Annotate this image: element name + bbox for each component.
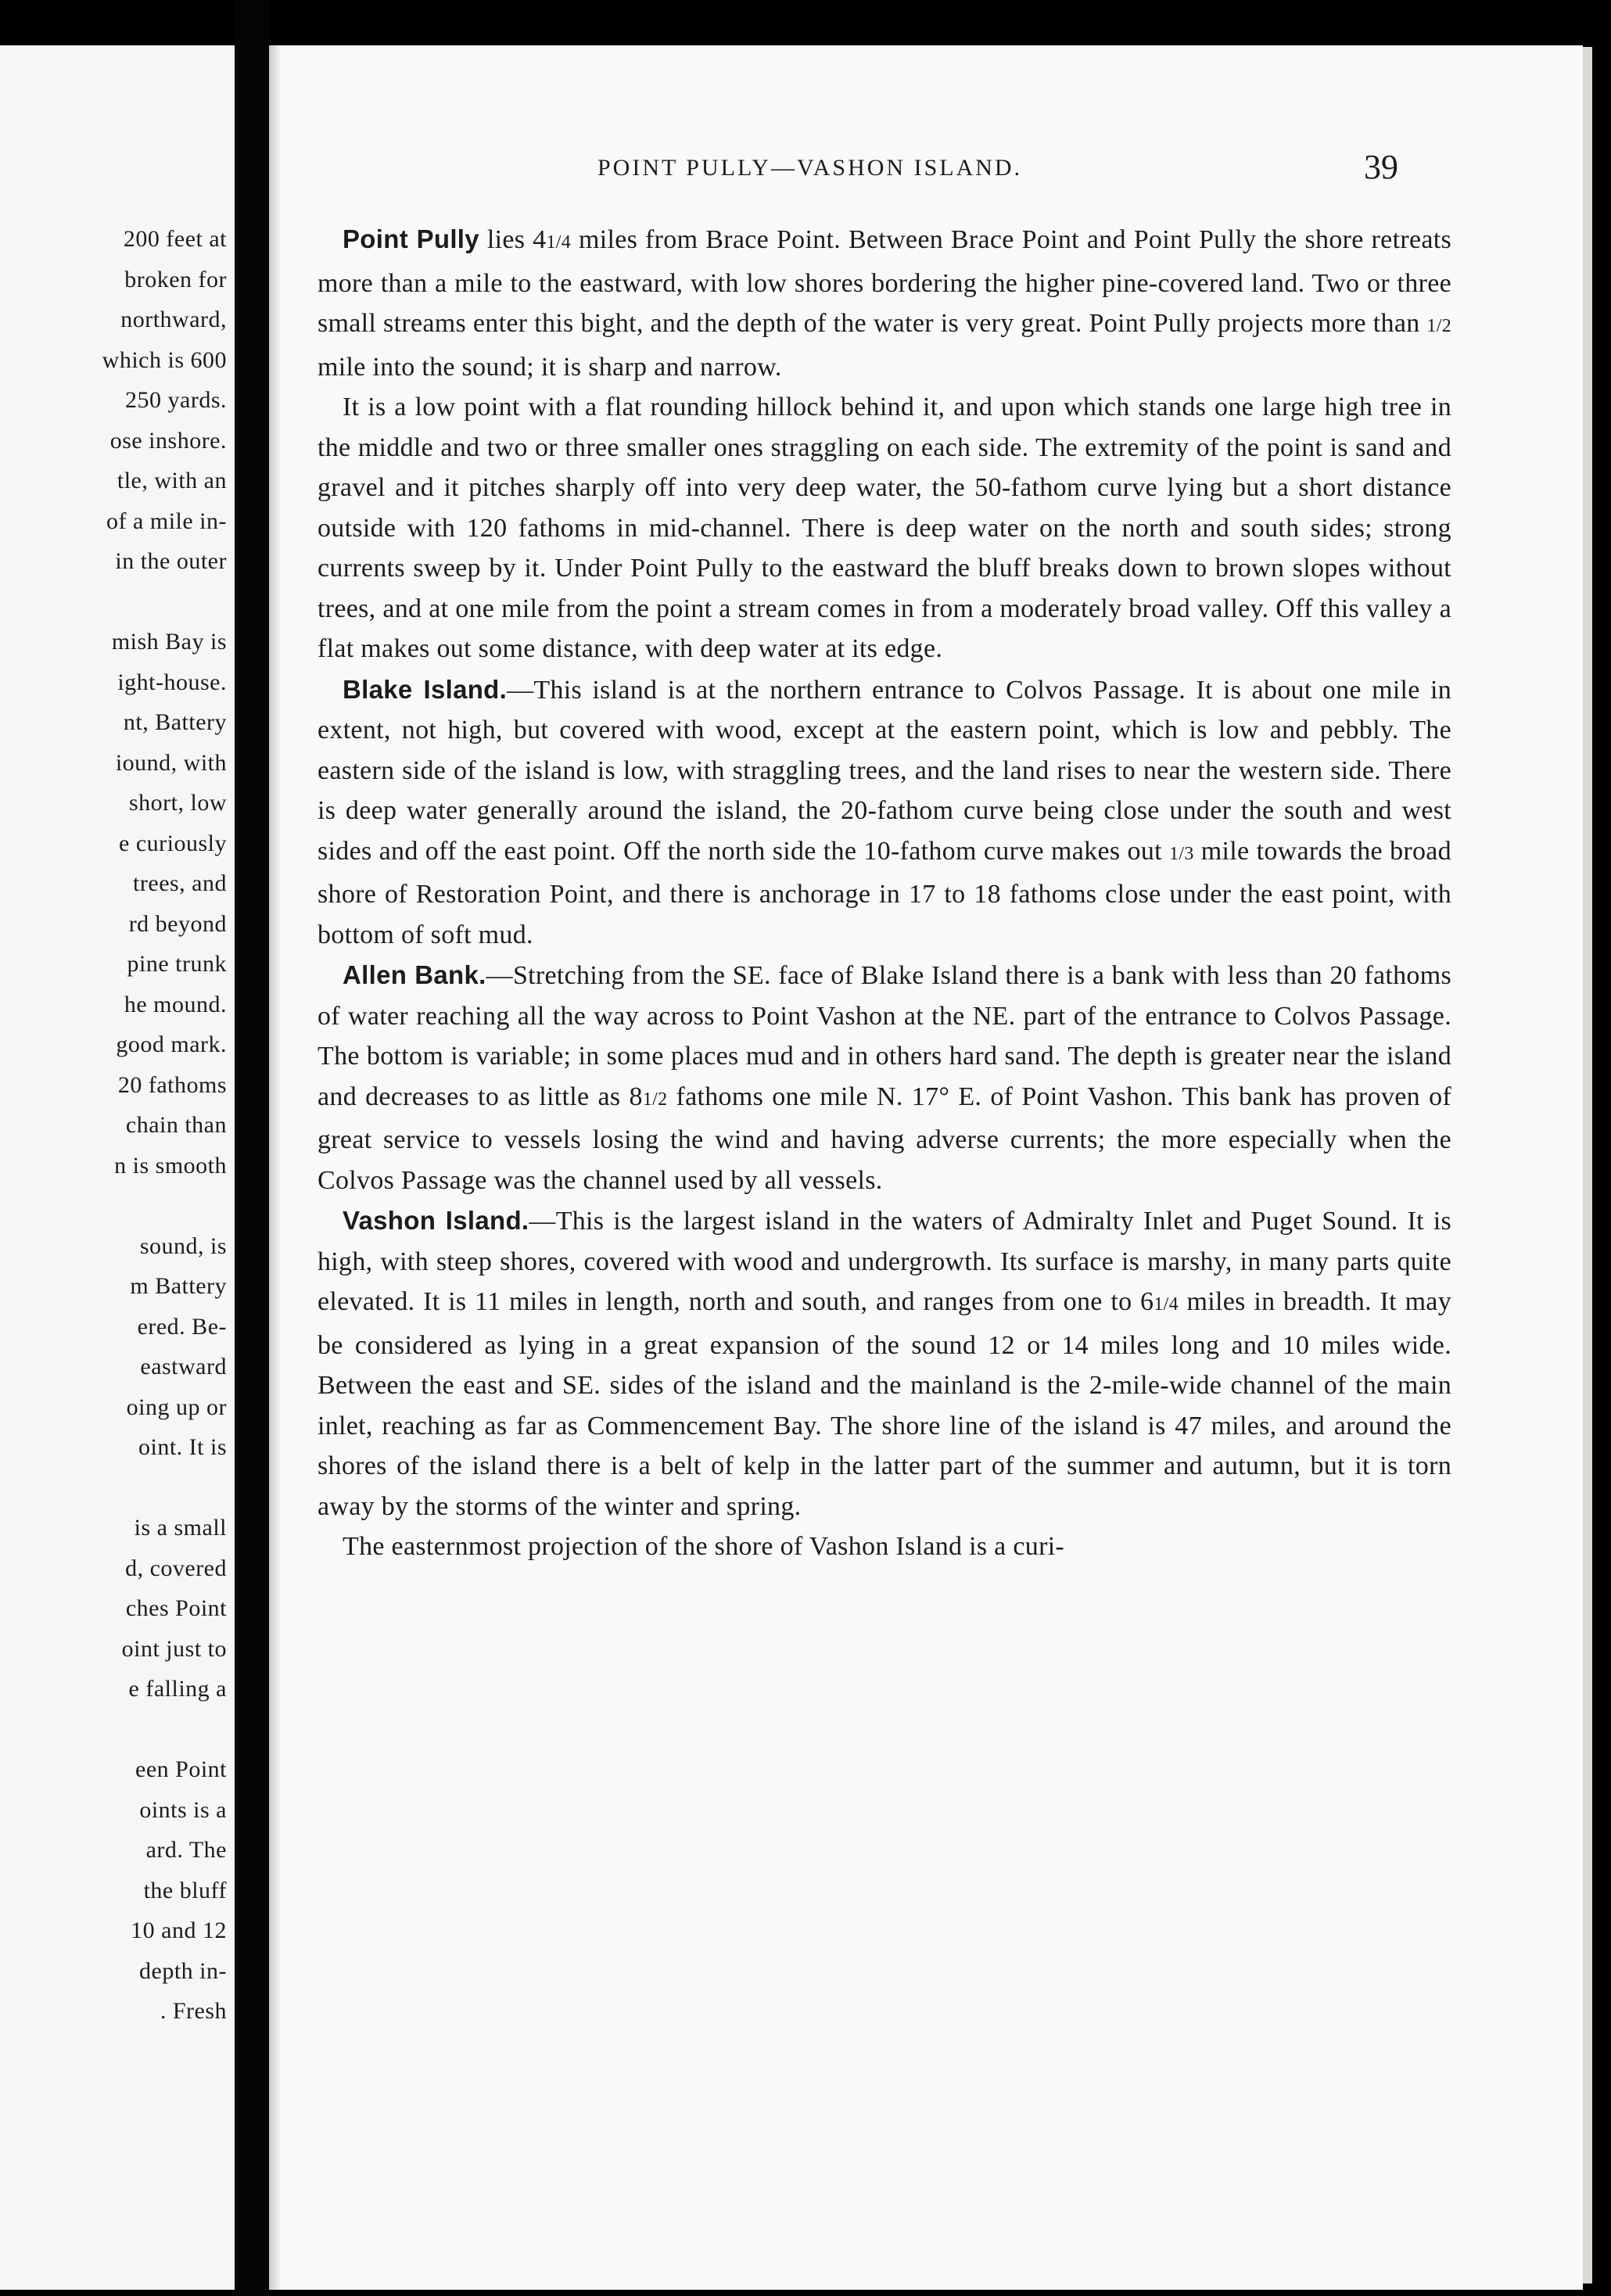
left-page-line: depth in- — [139, 1957, 227, 1984]
paragraph-low-point: It is a low point with a flat rounding hillock behind it, and upon which stands one large high tree in the middle and two or three smaller ones straggling on each side. The extremity of the point is sand and gravel and it pitches sharply off into very deep water, the 50-fathom curve lying but a short distance outside with 120 fathoms in mid-channel. There is deep water on the north and south sides; strong currents sweep by it. Under Point Pully to the eastward the bluff breaks down to brown slopes without trees, and at one mile from the point a stream comes in from a moderately broad valley. Off this valley a flat makes out some distance, with deep water at its edge. — [318, 393, 1451, 663]
left-page-line: 250 yards. — [125, 387, 227, 413]
left-page-line: ight-house. — [117, 669, 227, 695]
point-pully-text-a: lies 4 — [479, 225, 547, 254]
heading-blake-island: Blake Island. — [343, 674, 508, 704]
left-page-line: ard. The — [145, 1837, 227, 1863]
left-page-line: northward, — [120, 307, 227, 332]
paragraph-vashon-island — [318, 1200, 1451, 1526]
left-page-line: oing up or — [126, 1394, 227, 1420]
left-page-fragment — [0, 45, 235, 2290]
paragraph-blake-island — [318, 669, 1451, 956]
left-page-line: of a mile in- — [106, 508, 227, 534]
left-page-line: . Fresh — [160, 1998, 227, 2024]
left-page-line: 20 fathoms — [117, 1071, 227, 1098]
left-page-line — [0, 1186, 227, 1226]
running-head: POINT PULLY—VASHON ISLAND. — [597, 155, 1023, 181]
left-page-line: oints is a — [139, 1796, 227, 1823]
blake-text-a: —This island is at the northern entrance to Colvos Passage. It is about one mile in extent, not high, but covered with wood, except at the eastern point, which is low and pebbly. The eastern side of the island is low, with straggling trees, and the land rises to near the western side. There is deep water generally around the island, the 20-fathom curve being close under the south and west sides and off the east point. Off the north side the 10-fathom curve makes out — [318, 675, 1452, 866]
vashon-text-a: —This is the largest island in the waters of Admiralty Inlet and Puget Sound. It is high, with steep shores, covered with wood and undergrowth. Its surface is marshy, in many parts quite elevated. It is 11 miles in length, north and south, and ranges from one to 6 — [318, 1207, 1452, 1316]
allen-text-b: fathoms one mile N. 17° E. of Point Vashon. This bank has proven of great service to vessels losing the wind and having adverse currents; the more especially when the Colvos Passage was the channel used by all vessels. — [318, 1082, 1451, 1195]
left-page-line: trees, and — [133, 870, 227, 896]
left-page-line: he mound. — [124, 991, 227, 1017]
page-edge — [1583, 47, 1592, 2283]
left-page-line: broken for — [124, 266, 227, 292]
point-pully-text-c: mile into the sound; it is sharp and narrow. — [318, 352, 782, 382]
left-page-line: is a small — [134, 1515, 227, 1541]
left-page-line: eastward — [140, 1354, 227, 1379]
left-page-line: ose inshore. — [109, 427, 227, 454]
left-page-line: ches Point — [125, 1595, 227, 1621]
left-page-line: mish Bay is — [111, 629, 227, 655]
paragraph-point-pully — [318, 219, 1451, 387]
left-page-line: rd beyond — [128, 910, 227, 937]
left-page-line: n is smooth — [114, 1152, 227, 1178]
heading-vashon-island: Vashon Island. — [343, 1206, 529, 1235]
left-page-line: m Battery — [130, 1273, 227, 1299]
fraction-one-quarter: 1/4 — [546, 232, 572, 253]
left-page-line: iound, with — [115, 749, 227, 776]
left-page-line: chain than — [125, 1112, 227, 1138]
paragraph-easternmost: The easternmost projection of the shore of Vashon Island is a curi- — [343, 1532, 1065, 1561]
left-page-line: oint just to — [121, 1635, 227, 1662]
left-page-line: e falling a — [128, 1676, 227, 1702]
fraction-one-quarter-vashon: 1/4 — [1154, 1294, 1179, 1315]
scan-border — [1592, 47, 1611, 2283]
fraction-one-half-allen: 1/2 — [642, 1089, 668, 1110]
left-page-line — [0, 1468, 227, 1509]
left-page-text — [0, 219, 227, 2032]
left-page-line: in the outer — [115, 548, 227, 574]
blake-text-b: mile towards the broad shore of Restoration Point, and there is anchorage in 17 to 18 fathoms close under the east point, with bottom of soft mud. — [318, 836, 1451, 949]
left-page-line: een Point — [135, 1756, 227, 1782]
heading-point-pully: Point Pully — [343, 224, 479, 253]
left-page-line: which is 600 — [102, 346, 227, 373]
left-page-line: ered. Be- — [137, 1313, 227, 1340]
fraction-one-third: 1/3 — [1169, 843, 1194, 864]
page-number: 39 — [1364, 148, 1398, 186]
left-page-line — [0, 1709, 227, 1750]
fraction-one-half: 1/2 — [1426, 316, 1451, 336]
left-page-line: the bluff — [143, 1877, 227, 1903]
left-page-line: short, low — [129, 790, 227, 816]
heading-allen-bank: Allen Bank. — [343, 960, 486, 989]
left-page-line: pine trunk — [127, 951, 227, 977]
paragraph-allen-bank — [318, 955, 1451, 1200]
left-page-line: e curiously — [119, 830, 227, 856]
left-page-line: good mark. — [116, 1031, 227, 1057]
left-page-line: nt, Battery — [123, 709, 227, 735]
vashon-text-b: miles in breadth. It may be considered as lying in a great expansion of the sound 12 or 14 miles long and 10 miles wide. Between the east and SE. sides of the island and the mainland is the 2-mile-wide channel of the main inlet, reaching as far as Commencement Bay. The shore line of the island is 47 miles, and around the shores of the island there is a belt of kelp in the latter part of the summer and autumn, but it is torn away by the storms of the winter and spring. — [318, 1287, 1451, 1521]
page-body — [318, 219, 1451, 1567]
page-curve-shadow — [269, 45, 282, 2290]
left-page-line: 10 and 12 — [131, 1918, 227, 1943]
point-pully-text-b: miles from Brace Point. Between Brace Point and Point Pully the shore retreats more than a mile to the eastward, with low shores bordering the higher pine-covered land. Two or three small streams enter this bight, and the depth of the water is very great. Point Pully projects more than — [318, 225, 1452, 338]
left-page-line: 200 feet at — [123, 226, 227, 252]
left-page-line: oint. It is — [138, 1434, 227, 1460]
left-page-line: sound, is — [139, 1232, 227, 1259]
left-page-line: tle, with an — [117, 468, 227, 493]
book-gutter — [235, 0, 269, 2296]
left-page-line — [0, 582, 227, 622]
right-page — [269, 45, 1583, 2290]
allen-text-a: —Stretching from the SE. face of Blake Island there is a bank with less than 20 fathoms of water reaching all the way across to Point Vashon at the NE. part of the entrance to Colvos Passage. The bottom is variable; in some places mud and in others hard sand. The depth is greater near the island and decreases to as little as 8 — [318, 961, 1451, 1111]
left-page-line: d, covered — [125, 1555, 227, 1581]
